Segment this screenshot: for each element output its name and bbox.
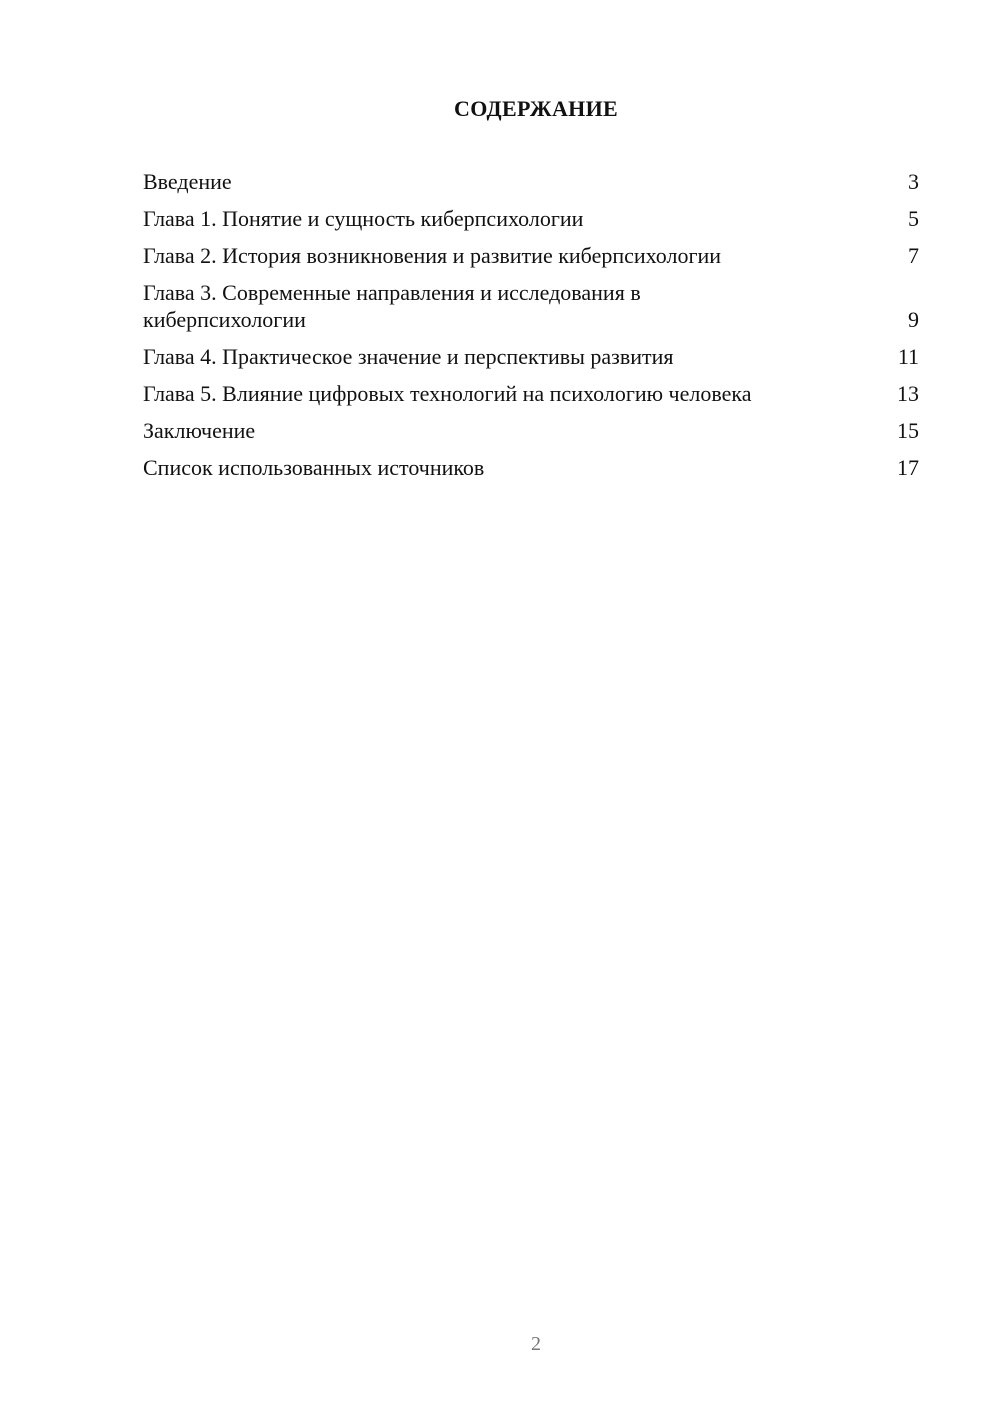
toc-entry-title: Глава 5. Влияние цифровых технологий на психологию человека	[143, 381, 752, 406]
toc-entry-page: 15	[897, 418, 919, 443]
toc-entry-title: Глава 3. Современные направления и исследования в киберпсихологии	[143, 280, 641, 332]
toc-entry-page: 9	[908, 307, 919, 332]
toc-entry-references	[143, 454, 919, 481]
toc-entry-page: 3	[908, 169, 919, 194]
toc-entry-page: 11	[897, 344, 919, 369]
toc-entry-chapter-1	[143, 205, 919, 232]
toc-entry-page: 17	[897, 455, 919, 480]
toc-entry-page: 7	[908, 243, 919, 268]
toc-entry-title: Список использованных источников	[143, 455, 485, 480]
table-of-contents	[143, 168, 919, 491]
toc-entry-chapter-4	[143, 343, 919, 370]
toc-entry-page: 13	[897, 381, 919, 406]
toc-entry-chapter-2	[143, 242, 919, 269]
toc-entry-title: Глава 1. Понятие и сущность киберпсихологии	[143, 206, 584, 231]
page-number: 2	[531, 1333, 541, 1355]
toc-entry-title: Глава 2. История возникновения и развитие киберпсихологии	[143, 243, 722, 268]
toc-entry-page: 5	[908, 206, 919, 231]
toc-heading: СОДЕРЖАНИЕ	[454, 96, 618, 121]
toc-entry-introduction	[143, 168, 919, 195]
toc-entry-title: Введение	[143, 169, 232, 194]
toc-entry-chapter-3	[143, 279, 919, 333]
toc-entry-title: Глава 4. Практическое значение и перспективы развития	[143, 344, 674, 369]
toc-entry-title: Заключение	[143, 418, 256, 443]
toc-entry-conclusion	[143, 417, 919, 444]
toc-entry-chapter-5	[143, 380, 919, 407]
